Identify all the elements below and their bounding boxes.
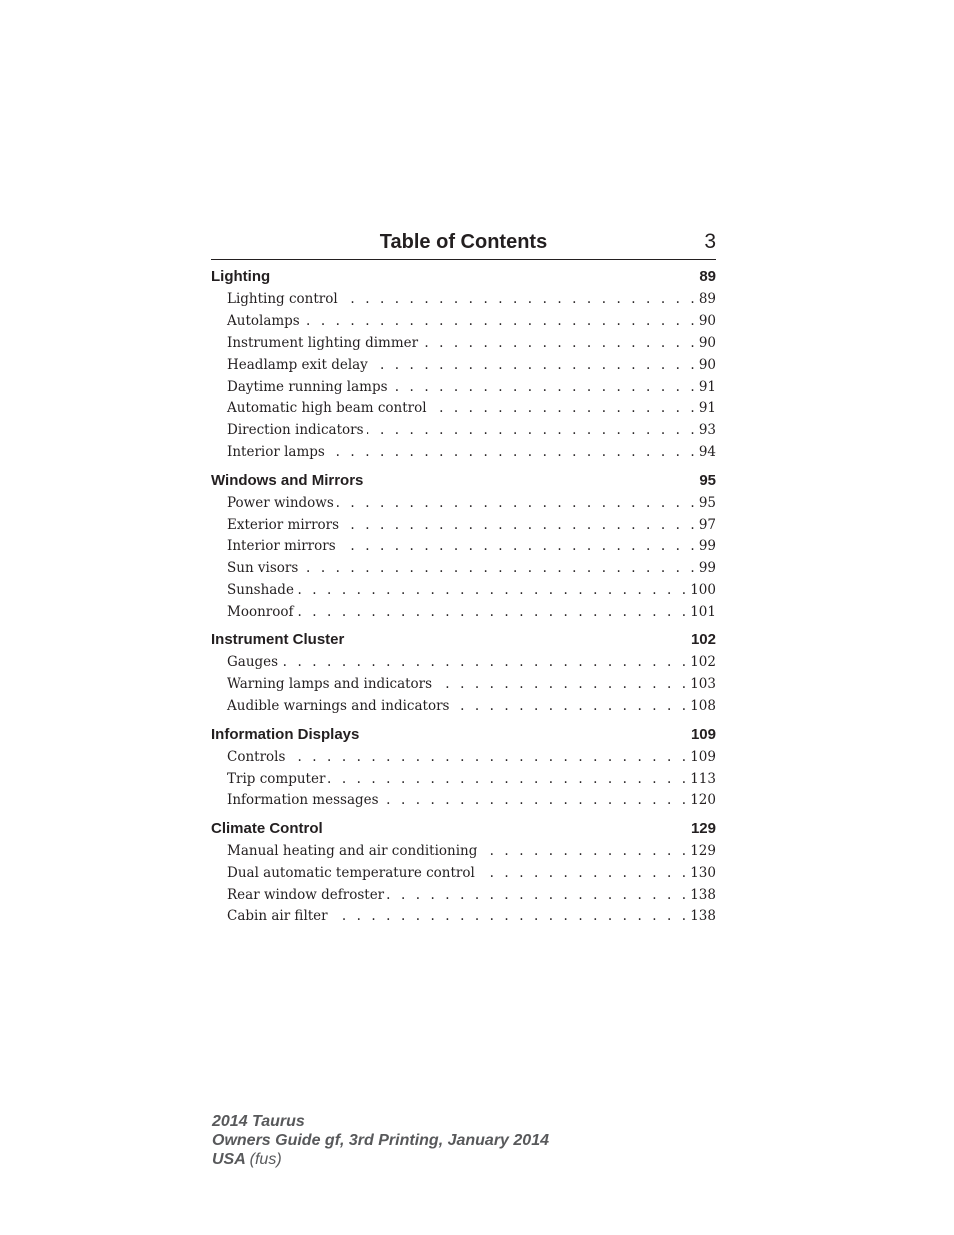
dot-leader xyxy=(337,493,698,515)
section-title: Windows and Mirrors xyxy=(211,471,364,489)
toc-entry[interactable] xyxy=(211,442,716,464)
section-title: Information Displays xyxy=(211,725,360,743)
dot-leader xyxy=(281,652,689,674)
entry-page-number: 113 xyxy=(690,770,716,787)
dot-leader xyxy=(367,420,698,442)
toc-entry[interactable] xyxy=(211,515,716,537)
entry-page-number: 138 xyxy=(690,886,716,903)
section-heading[interactable] xyxy=(211,471,716,493)
entry-title: Sunshade xyxy=(227,582,294,599)
section-title: Climate Control xyxy=(211,819,323,837)
toc-section xyxy=(211,725,716,813)
toc-entry[interactable] xyxy=(211,333,716,355)
entry-page-number: 100 xyxy=(690,582,716,599)
entry-page-number: 108 xyxy=(690,698,716,715)
toc-entry[interactable] xyxy=(211,863,716,885)
section-page-number: 95 xyxy=(699,471,716,489)
page-title: Table of Contents xyxy=(379,231,548,253)
entry-page-number: 93 xyxy=(698,422,716,439)
dot-leader xyxy=(430,398,698,420)
dot-leader xyxy=(288,747,689,769)
entry-title: Lighting control xyxy=(227,291,338,307)
toc-section xyxy=(211,630,716,718)
footer-region-name: USA xyxy=(212,1151,246,1168)
toc-section xyxy=(211,471,716,624)
entry-title: Controls xyxy=(227,748,286,765)
toc-entry[interactable] xyxy=(211,652,716,674)
section-page-number: 102 xyxy=(690,631,716,649)
entry-page-number: 138 xyxy=(690,908,716,925)
toc-entry[interactable] xyxy=(211,769,716,791)
dot-leader xyxy=(387,885,689,907)
entry-page-number: 97 xyxy=(698,516,716,533)
dot-leader xyxy=(303,311,698,333)
entry-page-number: 102 xyxy=(690,654,716,671)
footer xyxy=(212,1112,549,1169)
toc-entry[interactable] xyxy=(211,377,716,399)
page-header xyxy=(211,230,716,260)
toc-entry[interactable] xyxy=(211,674,716,696)
toc-entry[interactable] xyxy=(211,841,716,863)
toc-entry[interactable] xyxy=(211,398,716,420)
entry-title: Warning lamps and indicators xyxy=(227,676,433,693)
entry-page-number: 90 xyxy=(698,356,716,373)
footer-model: 2014 Taurus xyxy=(212,1113,305,1130)
toc-entry[interactable] xyxy=(211,493,716,515)
toc-entry[interactable] xyxy=(211,355,716,377)
dot-leader xyxy=(421,333,698,355)
toc-entry[interactable] xyxy=(211,311,716,333)
toc-entry[interactable] xyxy=(211,580,716,602)
toc-entry[interactable] xyxy=(211,289,716,311)
entry-title: Trip computer xyxy=(227,770,326,787)
dot-leader xyxy=(478,863,689,885)
toc-entry[interactable] xyxy=(211,536,716,558)
toc-entry[interactable] xyxy=(211,558,716,580)
entry-page-number: 90 xyxy=(698,334,716,351)
toc-entry[interactable] xyxy=(211,885,716,907)
entry-title: Interior mirrors xyxy=(227,538,336,555)
toc-entry[interactable] xyxy=(211,906,716,928)
entry-title: Dual automatic temperature control xyxy=(227,864,475,881)
dot-leader xyxy=(297,580,689,602)
dot-leader xyxy=(301,558,698,580)
toc-section xyxy=(211,819,716,929)
dot-leader xyxy=(435,674,689,696)
entry-title: Sun visors xyxy=(227,560,299,577)
entry-page-number: 99 xyxy=(698,538,716,555)
footer-guide-info: Owners Guide gf, 3rd Printing, January 2014 xyxy=(212,1132,549,1149)
footer-region-code: (fus) xyxy=(249,1151,282,1168)
page-number: 3 xyxy=(704,230,716,253)
toc-entry[interactable] xyxy=(211,696,716,718)
dot-leader xyxy=(480,841,689,863)
dot-leader xyxy=(331,906,690,928)
entry-page-number: 129 xyxy=(690,842,716,859)
entry-page-number: 99 xyxy=(698,560,716,577)
entry-title: Rear window defroster xyxy=(227,886,385,903)
entry-page-number: 91 xyxy=(698,378,716,395)
section-title: Instrument Cluster xyxy=(211,631,345,649)
entry-title: Autolamps xyxy=(227,312,300,329)
dot-leader xyxy=(452,696,689,718)
section-page-number: 109 xyxy=(690,725,716,743)
entry-page-number: 101 xyxy=(690,604,716,621)
section-heading[interactable] xyxy=(211,725,716,747)
dot-leader xyxy=(341,289,698,311)
entry-page-number: 90 xyxy=(698,312,716,329)
entry-title: Audible warnings and indicators xyxy=(227,698,450,715)
section-page-number: 89 xyxy=(699,268,716,285)
dot-leader xyxy=(382,790,690,812)
section-heading[interactable] xyxy=(211,819,716,841)
entry-page-number: 103 xyxy=(690,676,716,693)
toc-entry[interactable] xyxy=(211,790,716,812)
toc-entry[interactable] xyxy=(211,602,716,624)
toc-entry[interactable] xyxy=(211,747,716,769)
dot-leader xyxy=(342,515,698,537)
section-heading[interactable] xyxy=(211,630,716,652)
entry-title: Cabin air filter xyxy=(227,908,328,925)
table-of-contents xyxy=(211,267,716,935)
entry-title: Information messages xyxy=(227,792,379,809)
dot-leader xyxy=(391,377,698,399)
entry-title: Headlamp exit delay xyxy=(227,356,368,373)
entry-title: Direction indicators xyxy=(227,422,364,439)
entry-title: Moonroof xyxy=(227,604,294,621)
section-page-number: 129 xyxy=(690,819,716,837)
entry-title: Manual heating and air conditioning xyxy=(227,842,478,859)
entry-page-number: 89 xyxy=(698,291,716,307)
entry-page-number: 91 xyxy=(698,400,716,417)
entry-page-number: 109 xyxy=(690,748,716,765)
dot-leader xyxy=(296,602,689,624)
entry-title: Automatic high beam control xyxy=(227,400,427,417)
entry-page-number: 130 xyxy=(690,864,716,881)
footer-region xyxy=(212,1150,549,1169)
entry-page-number: 95 xyxy=(698,494,716,511)
entry-title: Daytime running lamps xyxy=(227,378,388,395)
dot-leader xyxy=(328,442,698,464)
dot-leader xyxy=(371,355,698,377)
toc-entry[interactable] xyxy=(211,420,716,442)
section-heading[interactable] xyxy=(211,267,716,289)
entry-title: Instrument lighting dimmer xyxy=(227,334,419,351)
entry-title: Exterior mirrors xyxy=(227,516,340,533)
dot-leader xyxy=(339,536,698,558)
entry-page-number: 120 xyxy=(690,792,716,809)
entry-page-number: 94 xyxy=(698,444,716,461)
entry-title: Gauges xyxy=(227,654,279,671)
toc-section xyxy=(211,267,716,464)
section-title: Lighting xyxy=(211,268,271,285)
dot-leader xyxy=(328,769,689,791)
entry-title: Interior lamps xyxy=(227,444,325,461)
entry-title: Power windows xyxy=(227,494,334,511)
